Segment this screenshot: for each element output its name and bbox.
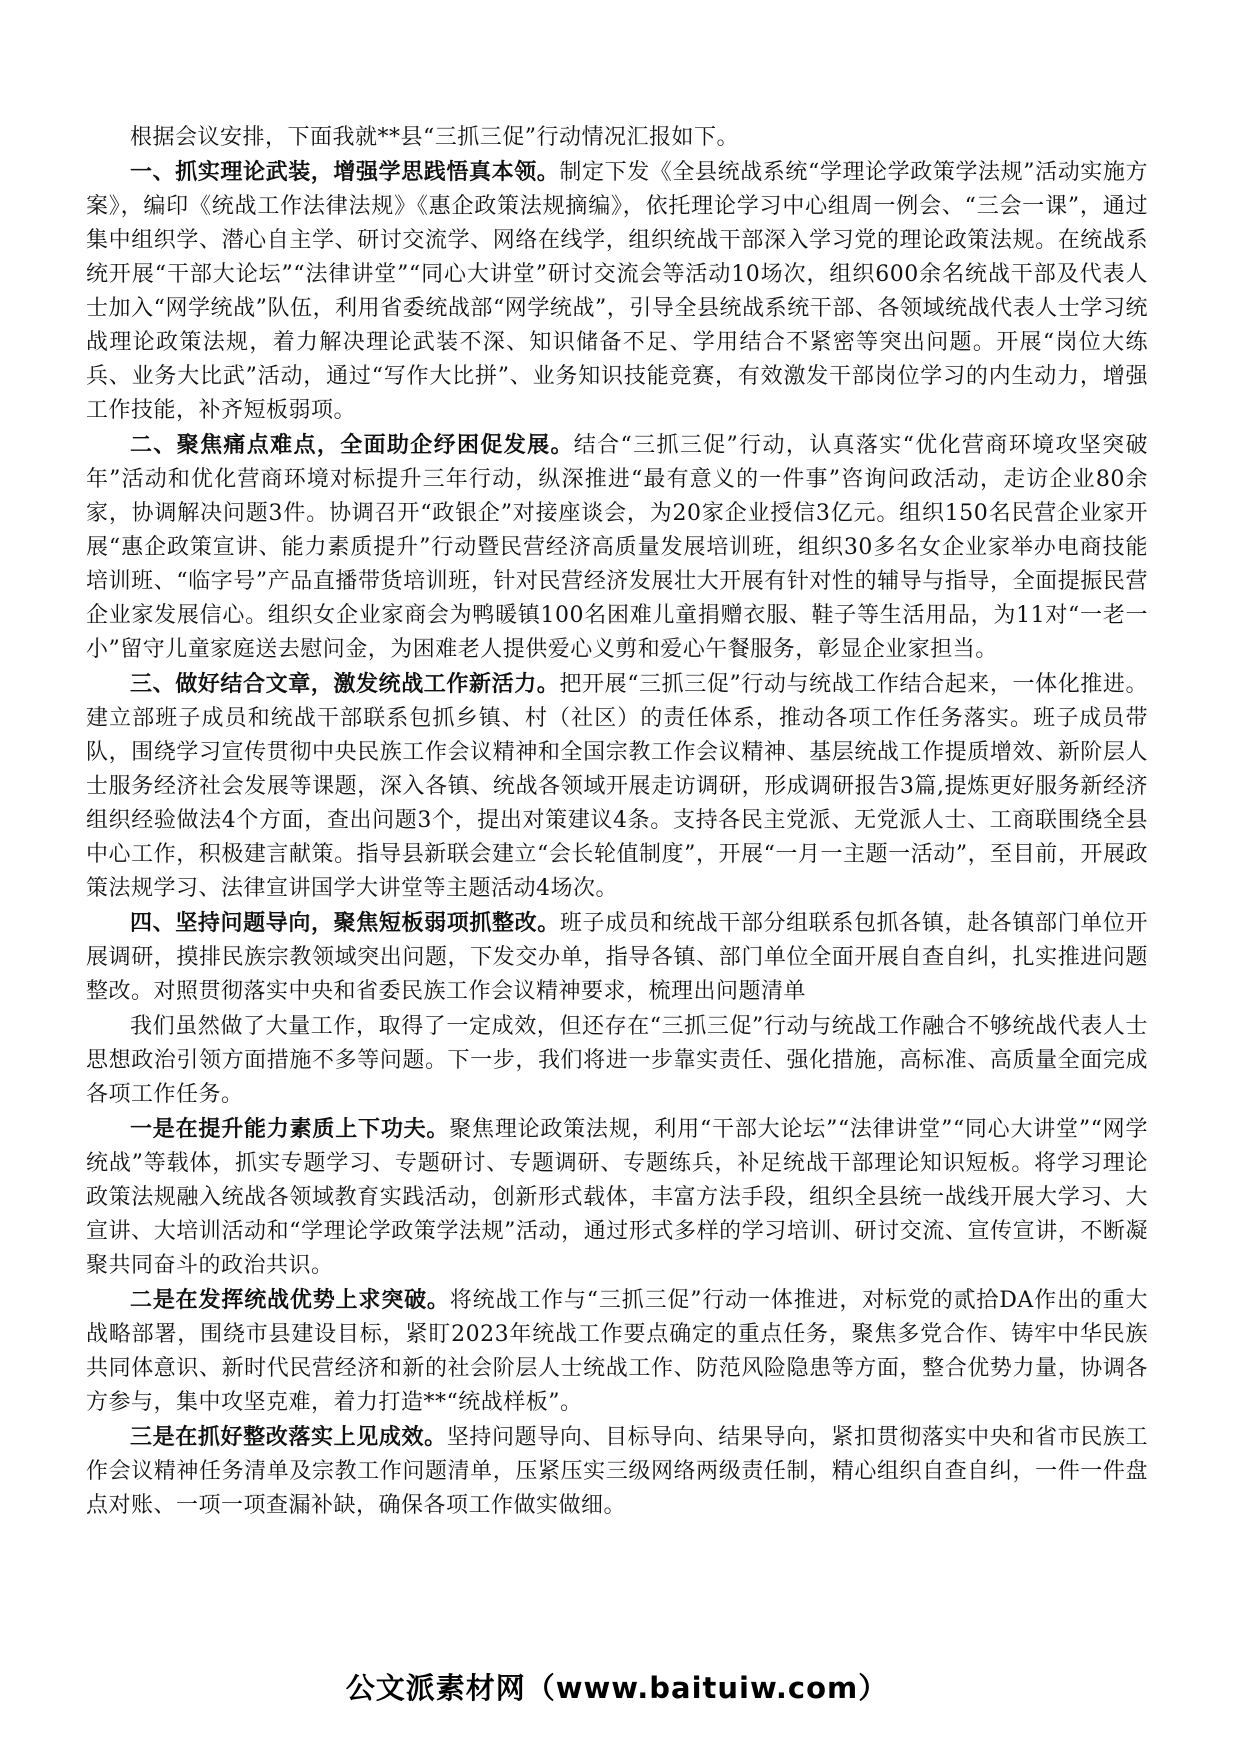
paragraph-text: 根据会议安排，下面我就**县“三抓三促”行动情况汇报如下。 — [130, 125, 739, 150]
paragraph-text: 把开展“三抓三促”行动与统战工作结合起来，一体化推进。建立部班子成员和统战干部联系包抓乡镇、村（社区）的责任体系，推动各项工作任务落实。班子成员带队，围绕学习宣传贯彻中央民族工作会议精神和全国宗教工作会议精神、基层统战工作提质增效、新阶层人士服务经济社会发展等课题，深入各镇、统战各领域开展走访调研，形成调研报告3篇,提炼更好服务新经济组织经验做法4个方面，查出问题3个，提出对策建议4条。支持各民主党派、无党派人士、工商联围绕全县中心工作，积极建言献策。指导县新联会建立“会长轮值制度”，开展“一月一主题一活动”，至目前，开展政策法规学习、法律宣讲国学大讲堂等主题活动4场次。 — [86, 672, 1148, 901]
paragraph-intro — [86, 120, 1148, 155]
paragraph-text: 制定下发《全县统战系统“学理论学政策学法规”活动实施方案》，编印《统战工作法律法规》《惠企政策法规摘编》，依托理论学习中心组周一例会、“三会一课”，通过集中组织学、潜心自主学、研讨交流学、网络在线学，组织统战干部深入学习党的理论政策法规。在统战系统开展“干部大论坛”“法律讲堂”“同心大讲堂”研讨交流会等活动10场次，组织600余名统战干部及代表人士加入“网学统战”队伍，利用省委统战部“网学统战”，引导全县统战系统干部、各领域统战代表人士学习统战理论政策法规，着力解决理论武装不深、知识储备不足、学用结合不紧密等突出问题。开展“岗位大练兵、业务大比武”活动，通过“写作大比拼”、业务知识技能竞赛，有效激发干部岗位学习的内生动力，增强工作技能，补齐短板弱项。 — [86, 160, 1148, 423]
paragraph-text: 将统战工作与“三抓三促”行动一体推进，对标党的贰拾DA作出的重大战略部署，围绕市县建设目标，紧盯2023年统战工作要点确定的重点任务，聚焦多党合作、铸牢中华民族共同体意识、新时代民营经济和新的社会阶层人士统战工作、防范风险隐患等方面，整合优势力量，协调各方参与，集中攻坚克难，着力打造**“统战样板”。 — [86, 1288, 1148, 1415]
paragraph-heading: 二、聚焦痛点难点，全面助企纾困促发展。 — [130, 432, 574, 458]
paragraph-section-2 — [86, 428, 1148, 667]
paragraph-text: 结合“三抓三促”行动，认真落实“优化营商环境攻坚突破年”活动和优化营商环境对标提升三年行动，纵深推进“最有意义的一件事”咨询问政活动，走访企业80余家，协调解决问题3件。协调召开“政银企”对接座谈会，为20家企业授信3亿元。组织150名民营企业家开展“惠企政策宣讲、能力素质提升”行动暨民营经济高质量发展培训班，组织30多名女企业家举办电商技能培训班、“临字号”产品直播带货培训班，针对民营经济发展壮大开展有针对性的辅导与指导，全面提振民营企业家发展信心。组织女企业家商会为鸭暖镇100名困难儿童捐赠衣服、鞋子等生活用品，为11对“一老一小”留守儿童家庭送去慰问金，为困难老人提供爱心义剪和爱心午餐服务，彰显企业家担当。 — [86, 433, 1148, 662]
paragraph-heading: 一是在提升能力素质上下功夫。 — [130, 1116, 450, 1142]
paragraph-heading: 四、坚持问题导向，聚焦短板弱项抓整改。 — [130, 910, 560, 936]
paragraph-heading: 二是在发挥统战优势上求突破。 — [130, 1287, 450, 1313]
paragraph-section-4 — [86, 906, 1148, 1009]
paragraph-heading: 三是在抓好整改落实上见成效。 — [130, 1424, 447, 1450]
paragraph-summary — [86, 1009, 1148, 1112]
paragraph-heading: 一、抓实理论武装，增强学思践悟真本领。 — [130, 159, 560, 185]
paragraph-section-1 — [86, 155, 1148, 428]
paragraph-plan-2 — [86, 1283, 1148, 1420]
paragraph-text: 聚焦理论政策法规，利用“干部大论坛”“法律讲堂”“同心大讲堂”“网学统战”等载体，抓实专题学习、专题研讨、专题调研、专题练兵，补足统战干部理论知识短板。将学习理论政策法规融入统战各领域教育实践活动，创新形式载体，丰富方法手段，组织全县统一战线开展大学习、大宣讲、大培训活动和“学理论学政策学法规”活动，通过形式多样的学习培训、研讨交流、宣传宣讲，不断凝聚共同奋斗的政治共识。 — [86, 1117, 1148, 1278]
paragraph-plan-3 — [86, 1420, 1148, 1523]
paragraph-text: 我们虽然做了大量工作，取得了一定成效，但还存在“三抓三促”行动与统战工作融合不够统战代表人士思想政治引领方面措施不多等问题。下一步，我们将进一步靠实责任、强化措施，高标准、高质量全面完成各项工作任务。 — [86, 1014, 1148, 1107]
paragraph-section-3 — [86, 667, 1148, 906]
document-body — [86, 120, 1148, 1523]
site-watermark-footer: 公文派素材网（www.baituiw.com） — [345, 1671, 889, 1705]
paragraph-text: 坚持问题导向、目标导向、结果导向，紧扣贯彻落实中央和省市民族工作会议精神任务清单及宗教工作问题清单，压紧压实三级网络两级责任制，精心组织自查自纠，一件一件盘点对账、一项一项查漏补缺，确保各项工作做实做细。 — [86, 1425, 1148, 1518]
paragraph-heading: 三、做好结合文章，激发统战工作新活力。 — [130, 671, 560, 697]
paragraph-text: 班子成员和统战干部分组联系包抓各镇，赴各镇部门单位开展调研，摸排民族宗教领域突出问题，下发交办单，指导各镇、部门单位全面开展自查自纠，扎实推进问题整改。对照贯彻落实中央和省委民族工作会议精神要求，梳理出问题清单 — [86, 911, 1148, 1004]
paragraph-plan-1 — [86, 1112, 1148, 1283]
